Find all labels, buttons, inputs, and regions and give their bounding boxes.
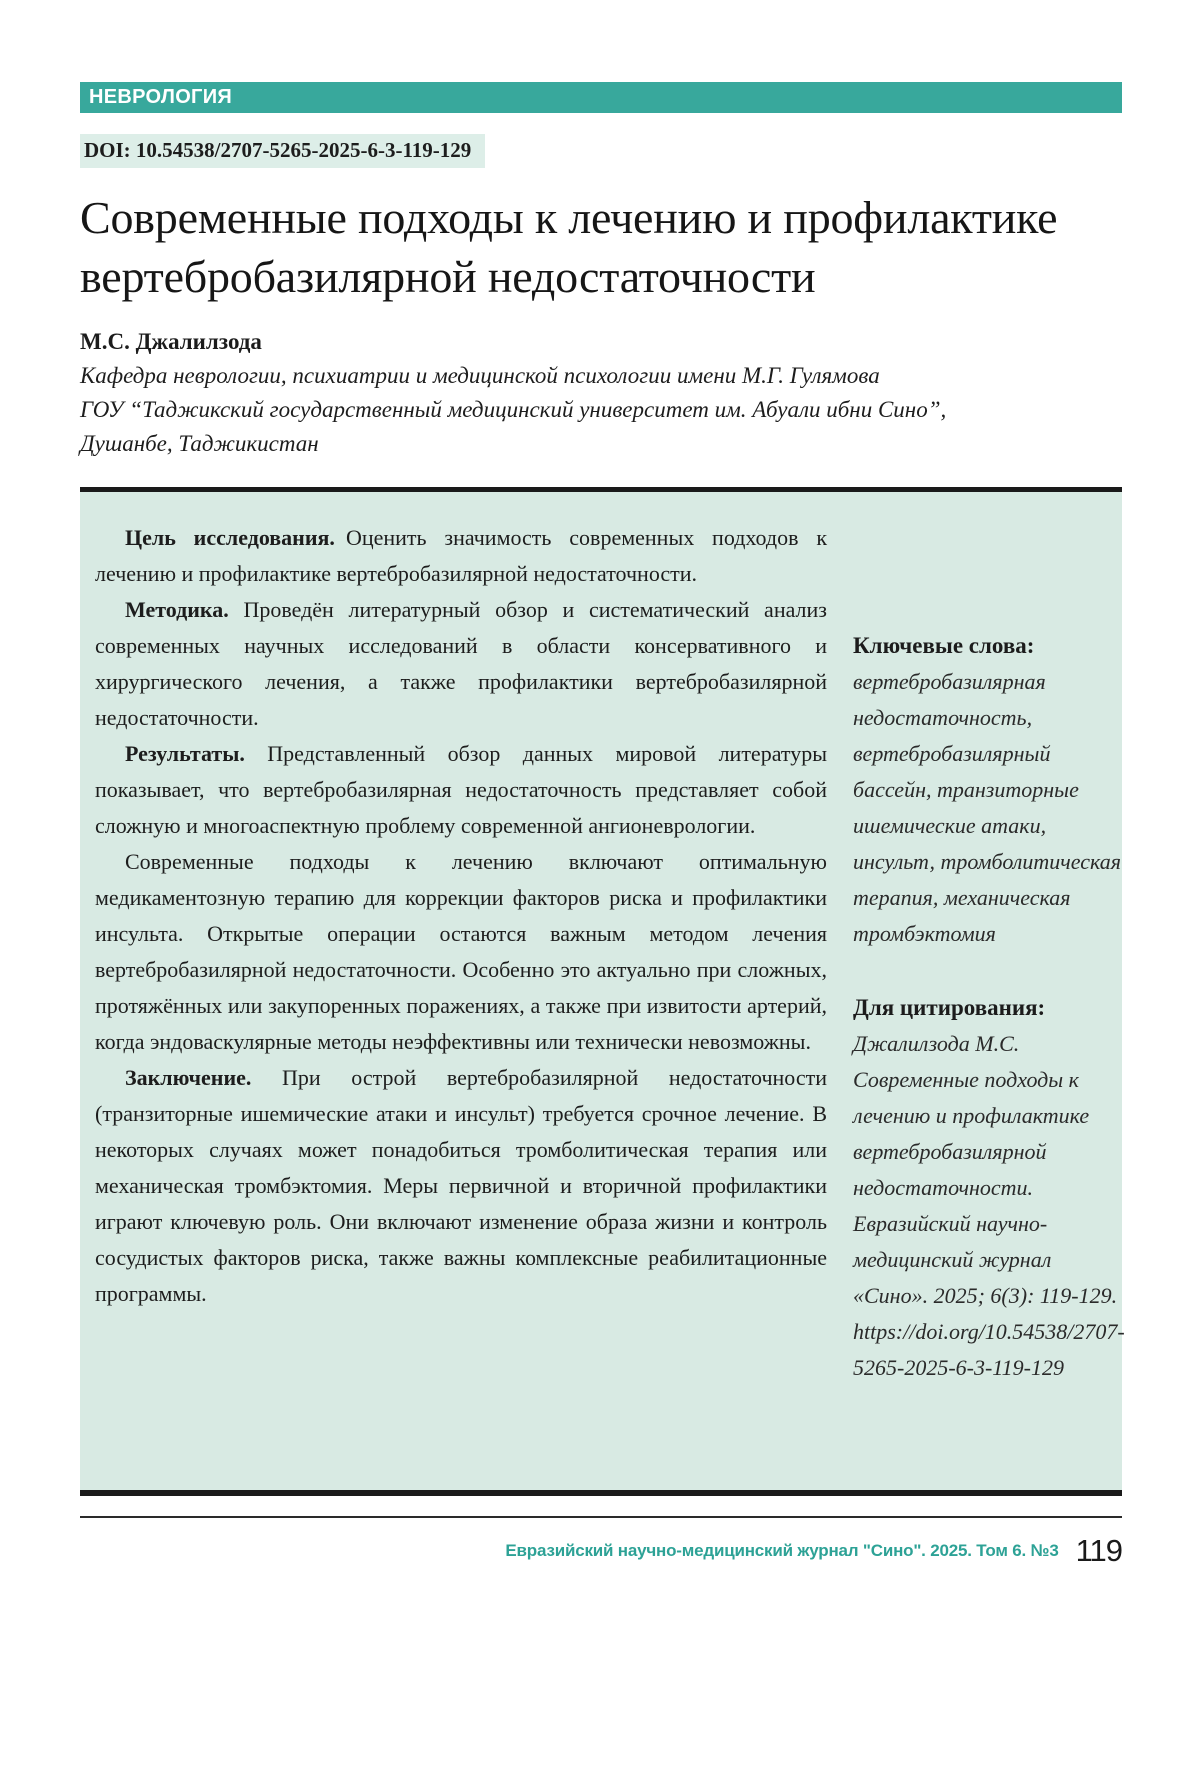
abstract-sidebar — [853, 520, 1127, 1456]
page — [80, 82, 1125, 1569]
paragraph-text: Современные подходы к лечению включают оптимальную медикаментозную терапию для коррекции факторов риска и профилактики инсульта. Открытые операции остаются важным методом лечения вертебробазилярной недостаточности. Особенно это актуально при сложных, протяжённых или закупоренных поражениях, а также при извитости артерий, когда эндоваскулярные методы неэффективны или технически невозможны. — [95, 849, 827, 1054]
paragraph-label: Результаты. — [125, 741, 245, 766]
paragraph-text: Оценить значимость современных подходов к лечению и профилактике вертебробазилярной недостаточности. — [95, 525, 828, 586]
doi-text: DOI: 10.54538/2707-5265-2025-6-3-119-129 — [80, 134, 485, 168]
section-banner — [80, 82, 1122, 113]
doi-row — [80, 134, 1122, 168]
keywords-heading: Ключевые слова: — [853, 633, 1035, 658]
abstract-paragraph-conclusion — [95, 1060, 827, 1312]
keywords-text: вертебробазилярная недостаточность, вертебробазилярный бассейн, транзиторные ишемические атаки, инсульт, тромболитическая терапия, механическая тромбэктомия — [853, 669, 1121, 946]
citation-text: Джалилзода М.С. Современные подходы к лечению и профилактике вертебробазилярной недостаточности. Евразийский научно-медицинский журнал «Сино». 2025; 6(3): 119-129. https://doi.org/10.54538/2707-5265-2025-6-3-119-129 — [853, 1031, 1125, 1380]
section-label: НЕВРОЛОГИЯ — [89, 86, 233, 108]
affiliation — [80, 359, 1122, 461]
paragraph-label: Цель исследования. — [125, 525, 335, 550]
paragraph-text: Представленный обзор данных мировой литературы показывает, что вертебробазилярная недостаточность представляет собой сложную и многоаспектную проблему современной ангионеврологии. — [95, 741, 827, 838]
footer-divider — [80, 1516, 1122, 1518]
paragraph-text: При острой вертебробазилярной недостаточности (транзиторные ишемические атаки и инсульт) требуется срочное лечение. В некоторых случаях может понадобиться тромболитическая терапия или механическая тромбэктомия. Меры первичной и вторичной профилактики играют ключевую роль. Они включают изменение образа жизни и контроль сосудистых факторов риска, также важны комплексные реабилитационные программы. — [95, 1065, 827, 1306]
abstract-paragraph-methods — [95, 592, 827, 736]
author-name: М.С. Джалилзода — [80, 329, 262, 354]
paragraph-text: Проведён литературный обзор и систематический анализ современных научных исследований в области консервативного и хирургического лечения, а также профилактики вертебробазилярной недостаточности. — [95, 597, 827, 730]
abstract-paragraph-results — [95, 736, 827, 844]
footer-page-number: 119 — [1075, 1533, 1122, 1568]
paragraph-label: Методика. — [125, 597, 229, 622]
abstract-paragraph-aim — [95, 520, 827, 592]
abstract-panel — [80, 487, 1125, 1496]
footer — [80, 1533, 1122, 1569]
citation-heading: Для цитирования: — [853, 995, 1046, 1020]
article-title: Современные подходы к лечению и профилактике вертебробазилярной недостаточности — [80, 192, 1058, 302]
affiliation-line: Кафедра неврологии, психиатрии и медицинской психологии имени М.Г. Гулямова — [80, 363, 880, 388]
affiliation-line: Душанбе, Таджикистан — [80, 431, 319, 456]
footer-journal-line: Евразийский научно-медицинский журнал "Сино". 2025. Том 6. №3 — [505, 1541, 1059, 1560]
affiliation-line: ГОУ “Таджикский государственный медицинский университет им. Абуали ибни Сино”, — [80, 397, 947, 422]
keywords-block — [853, 628, 1125, 952]
abstract-body — [95, 520, 827, 1456]
citation-block — [853, 990, 1125, 1386]
abstract-paragraph-results-2 — [95, 844, 827, 1060]
paragraph-label: Заключение. — [125, 1065, 252, 1090]
